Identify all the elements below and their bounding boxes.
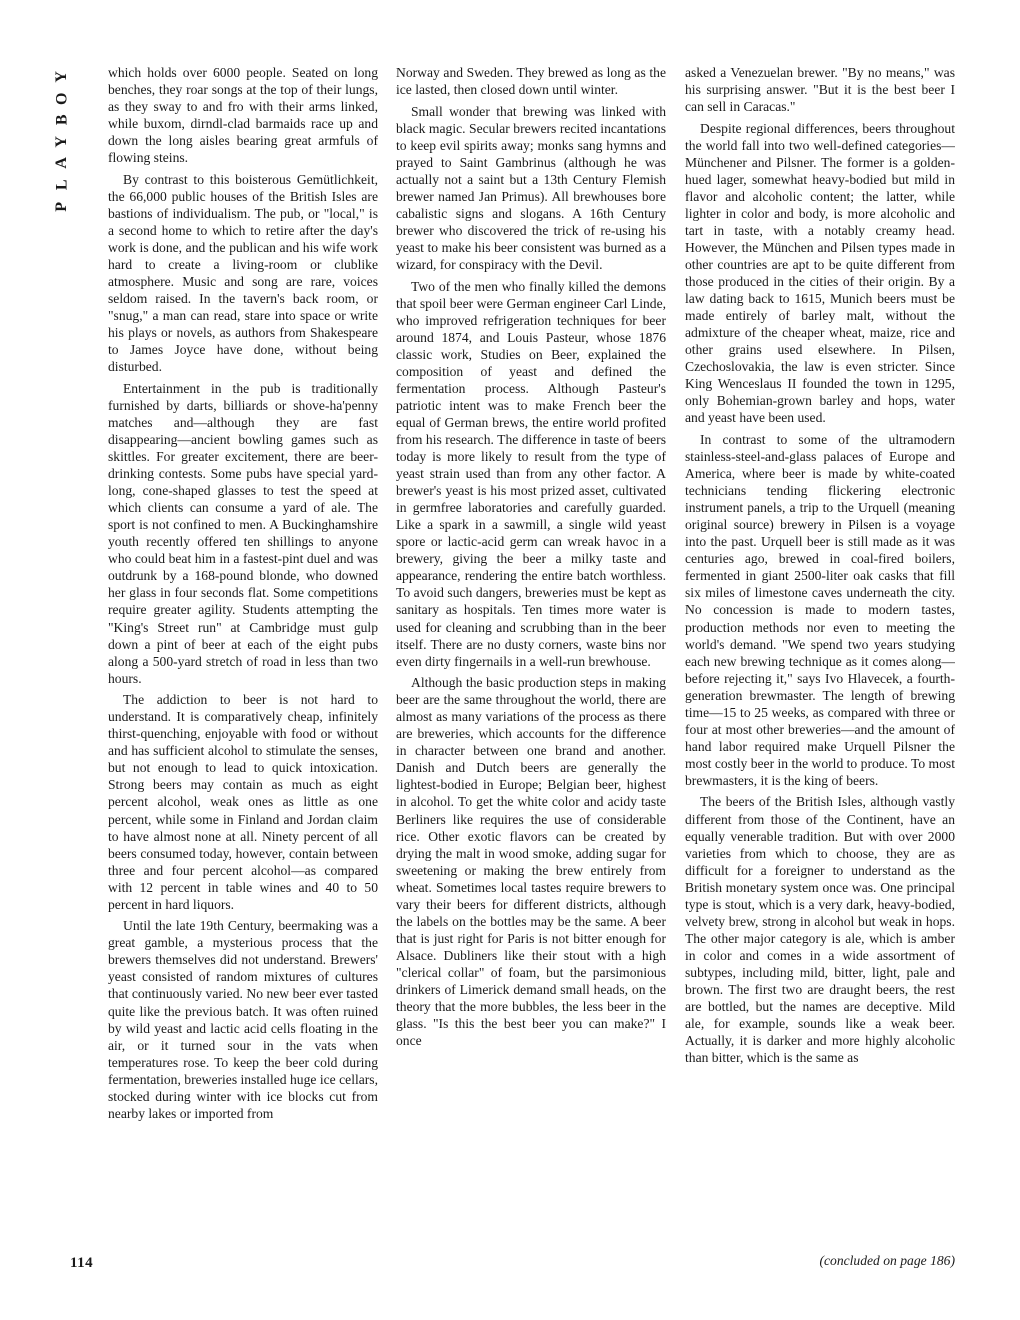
- masthead: [52, 66, 72, 217]
- paragraph: Despite regional differences, beers throughout the world fall into two well-defined categories—Münchener and Pilsner. The former is a golden-hued lager, somewhat heavy-bodied but mild in flavor and alcoholic content; the latter, while lighter in color and body, is more alcoholic and tart in taste, with a notably creamy head. However, the München and Pilsen types made in other countries are apt to be quite different from those produced in the cities of their origin. By a law dating back to 1615, Munich beers must be made entirely of barley malt, without the admixture of the cheaper wheat, maize, rice and other grains used elsewhere. In Pilsen, Czechoslovakia, the law is even stricter. Since King Wenceslaus II founded the town in 1295, only Bohemian-grown barley and hops, water and yeast have been used.: [685, 120, 955, 426]
- masthead-letter: Y: [53, 71, 71, 83]
- paragraph: Although the basic production steps in making beer are the same throughout the world, there are almost as many variations of the process as there are breweries, which accounts for the difference in character between one brand and another. Danish and Dutch beers are generally the lightest-bodied in Europe; Belgian beer, highest in alcohol. To get the white color and acidy taste Berliners like requires the use of considerable rice. Other exotic flavors can be created by drying the malt in wood smoke, adding sugar for sweetening or making the brew entirely from wheat. Sometimes local tastes require brewers to vary their beers for different districts, although the labels on the bottles may be the same. A beer that is just right for Paris is not bitter enough for Alsace. Dubliners like their stout with a high "clerical collar" of foam, but the parsimonious drinkers of Limerick demand small heads, on the theory that the more bubbles, the less beer in the glass. "Is this the best beer you can make?" I once: [396, 675, 666, 1049]
- masthead-letter: B: [53, 114, 71, 126]
- paragraph: Small wonder that brewing was linked with black magic. Secular brewers recited incantations to keep evil spirits away; monks sang hymns and prayed to Saint Gambrinus (although he was actually not a saint but a 13th Century Flemish brewer named Jan Primus). All brewhouses bore cabalistic signs and slogans. A 16th Century brewer who discovered the trick of re-using his yeast to make his beer consistent was burned as a wizard, for conspiracy with the Devil.: [396, 103, 666, 273]
- paragraph: which holds over 6000 people. Seated on long benches, they roar songs at the top of their lungs, as they sway to and fro with their arms linked, while buxom, dirndl-clad barmaids race up and down the long aisles bearing great armfuls of flowing steins.: [108, 65, 378, 166]
- masthead-letter: A: [53, 157, 71, 169]
- paragraph: asked a Venezuelan brewer. "By no means," was his surprising answer. "But it is the best beer I can sell in Caracas.": [685, 65, 955, 115]
- continued-note: (concluded on page 186): [819, 1253, 955, 1268]
- page-number: 114: [70, 1255, 94, 1271]
- masthead-letter: L: [53, 179, 71, 191]
- paragraph: The addiction to beer is not hard to understand. It is comparatively cheap, infinitely thirst-quenching, enjoyable with food or without and has sufficient alcohol to stimulate the senses, but not enough to lead to quick intoxication. Strong beers may contain as much as eight percent alcohol, weak ones as little as one percent, while some in Finland and Jordan claim to have almost none at all. Ninety percent of all beers consumed today, however, contain between three and four percent alcohol—as compared with 12 percent in table wines and 40 to 50 percent in hard liquors.: [108, 692, 378, 912]
- article-column-2: [396, 64, 666, 1274]
- masthead-letter: P: [53, 201, 71, 212]
- paragraph: In contrast to some of the ultramodern stainless-steel-and-glass palaces of Europe and America, where beer is made by white-coated technicians tending flickering electronic instrument panels, a trip to the Urquell (meaning original source) brewery in Pilsen is a voyage into the past. Urquell beer is still made as it was centuries ago, brewed in coal-fired boilers, fermented in giant 2500-liter oak casks that fill six miles of limestone caves underneath the city. No concession is made to modern tastes, production methods nor even to meeting the world's demand. "We spend two years studying each new brewing technique as it comes along—before rejecting it," says Ivo Hlavecek, a fourth-generation brewmaster. The length of brewing time—15 to 25 weeks, as compared with three or four at most other breweries—and the amount of hand labor required make Urquell Pilsner the most costly beer in the world to produce. To most brewmasters, it is the king of beers.: [685, 431, 955, 788]
- article-column-3: [685, 64, 955, 1274]
- masthead-letter: O: [53, 92, 71, 105]
- paragraph: Entertainment in the pub is traditionally furnished by darts, billiards or shove-ha'penny matches and—although they are fast disappearing—ancient bowling games such as skittles. For greater excitement, there are beer-drinking contests. Some pubs have special yard-long, cone-shaped glasses to test the speed at which clients can consume a yard of ale. The sport is not confined to men. A Buckinghamshire youth recently offered ten shillings to anyone who could beat him in a fastest-pint duel and was outdrunk by a 168-pound blonde, who downed her glass in four seconds flat. Some competitions require greater agility. Students attempting the "King's Street run" at Cambridge must gulp down a pint of beer at each of the eight pubs along a 500-yard stretch of road in less than two hours.: [108, 380, 378, 686]
- masthead-letter: Y: [53, 135, 71, 148]
- paragraph: Norway and Sweden. They brewed as long as the ice lasted, then closed down until winter.: [396, 65, 666, 98]
- paragraph: Two of the men who finally killed the demons that spoil beer were German engineer Carl Linde, who improved refrigeration techniques for beer around 1874, and Louis Pasteur, whose 1876 classic work, Studies on Beer, explained the composition of yeast and defined the fermentation process. Although Pasteur's patriotic intent was to make French beer the equal of German brews, the entire world profited from his research. The difference in taste of beers today is more likely to result from the type of yeast strain used than from any other factor. A brewer's yeast is his most prized asset, cultivated in germfree laboratories and carefully guarded. Like a spark in a sawmill, a single wild yeast spore or lactic-acid germ can wreak havoc in a brewery, giving the beer a milky taste and appearance, rendering the entire batch worthless. To avoid such dangers, breweries must be kept as sanitary as hospitals. Ten times more water is used for cleaning and scrubbing than in the beer itself. There are no dusty corners, waste bins nor even dirty fingernails in a well-run brewhouse.: [396, 278, 666, 669]
- paragraph: By contrast to this boisterous Gemütlichkeit, the 66,000 public houses of the British Isles are bastions of individualism. The pub, or "local," is a second home to which to retire after the day's work is done, and the publican and his wife work hard to create a living-room or clublike atmosphere. Music and song are rare, voices seldom raised. In the tavern's back room, or "snug," a man can read, stare into space or write his plays or novels, as authors from Shakespeare to James Joyce have done, without being disturbed.: [108, 171, 378, 375]
- paragraph: The beers of the British Isles, although vastly different from those of the Continent, have an equally venerable tradition. But with over 2000 varieties from which to choose, they are as difficult for a foreigner to understand as the British monetary system once was. One principal type is stout, which is a very dark, heavy-bodied, velvety brew, strong in alcohol but weak in hops. The other major category is ale, which is amber in color and comes in a wide assortment of subtypes, including mild, bitter, light, pale and brown. The first two are draught beers, the rest are bottled, but the names are deceptive. Mild ale, for example, sounds like a weak beer. Actually, it is darker and more highly alcoholic than bitter, which is the same as: [685, 794, 955, 1066]
- paragraph: Until the late 19th Century, beermaking was a great gamble, a mysterious process that the brewers themselves did not understand. Brewers' yeast consisted of random mixtures of cultures that continuously varied. No new beer ever tasted quite like the previous batch. It was often ruined by wild yeast and lactic acid cells floating in the air, or it turned sour in the vats when temperatures rose. To keep the beer cold during fermentation, breweries installed huge ice cellars, stocked during winter with ice blocks cut from nearby lakes or imported from: [108, 918, 378, 1121]
- article-column-1: [108, 64, 378, 1274]
